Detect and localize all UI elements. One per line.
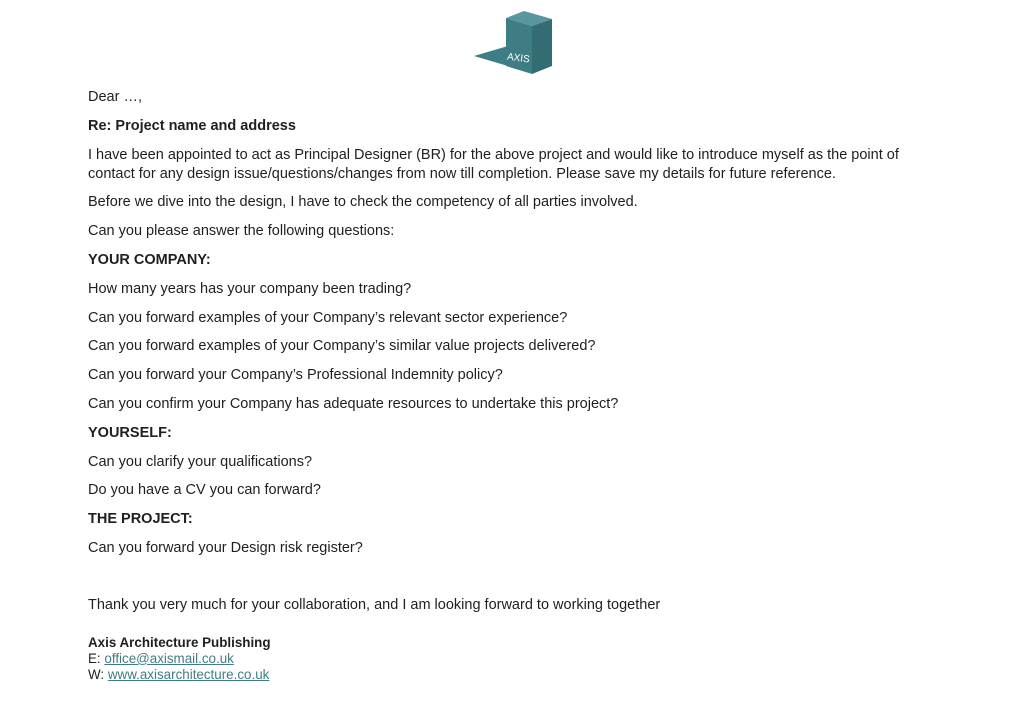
signature-web-line bbox=[88, 667, 948, 683]
signature-email-line bbox=[88, 651, 948, 667]
signature-block bbox=[88, 635, 948, 683]
intro-paragraph: I have been appointed to act as Principal Designer (BR) for the above project and would like to introduce myself as the point of contact for any design issue/questions/changes from now till completion. Please save my details for future reference. bbox=[88, 146, 899, 182]
website-link[interactable]: www.axisarchitecture.co.uk bbox=[107, 666, 270, 682]
logo-base bbox=[474, 46, 508, 66]
question-item: Can you forward examples of your Company’s similar value projects delivered? bbox=[88, 338, 596, 355]
section-heading-company: YOUR COMPANY: bbox=[88, 251, 211, 268]
greeting: Dear …, bbox=[88, 89, 142, 105]
question-item: Can you confirm your Company has adequate resources to undertake this project? bbox=[88, 395, 619, 412]
logo-block-side bbox=[532, 19, 552, 74]
spacer bbox=[88, 568, 948, 596]
question-item: Can you forward your Design risk register? bbox=[88, 539, 363, 556]
question-item: How many years has your company been trading? bbox=[88, 280, 412, 297]
closing-paragraph: Thank you very much for your collaboration, and I am looking forward to working together bbox=[88, 596, 661, 613]
question-item: Can you forward your Company’s Professional Indemnity policy? bbox=[88, 367, 503, 384]
logo-block-front bbox=[506, 18, 532, 74]
question-item: Can you forward examples of your Company’s relevant sector experience? bbox=[88, 309, 568, 326]
logo-text: AXIS bbox=[506, 51, 531, 66]
question-item: Do you have a CV you can forward? bbox=[88, 482, 321, 499]
letter-body bbox=[88, 88, 948, 683]
questions-intro: Can you please answer the following questions: bbox=[88, 223, 395, 240]
section-heading-yourself: YOURSELF: bbox=[88, 424, 172, 441]
section-heading-project: THE PROJECT: bbox=[88, 511, 193, 528]
email-label: E: bbox=[88, 650, 101, 666]
question-item: Can you clarify your qualifications? bbox=[88, 453, 313, 470]
axis-logo bbox=[474, 8, 554, 78]
web-label: W: bbox=[88, 666, 105, 682]
competency-paragraph: Before we dive into the design, I have to check the competency of all parties involved. bbox=[88, 194, 638, 211]
signature-company: Axis Architecture Publishing bbox=[88, 634, 271, 650]
email-link[interactable]: office@axismail.co.uk bbox=[104, 650, 234, 666]
subject-line: Re: Project name and address bbox=[88, 117, 296, 134]
